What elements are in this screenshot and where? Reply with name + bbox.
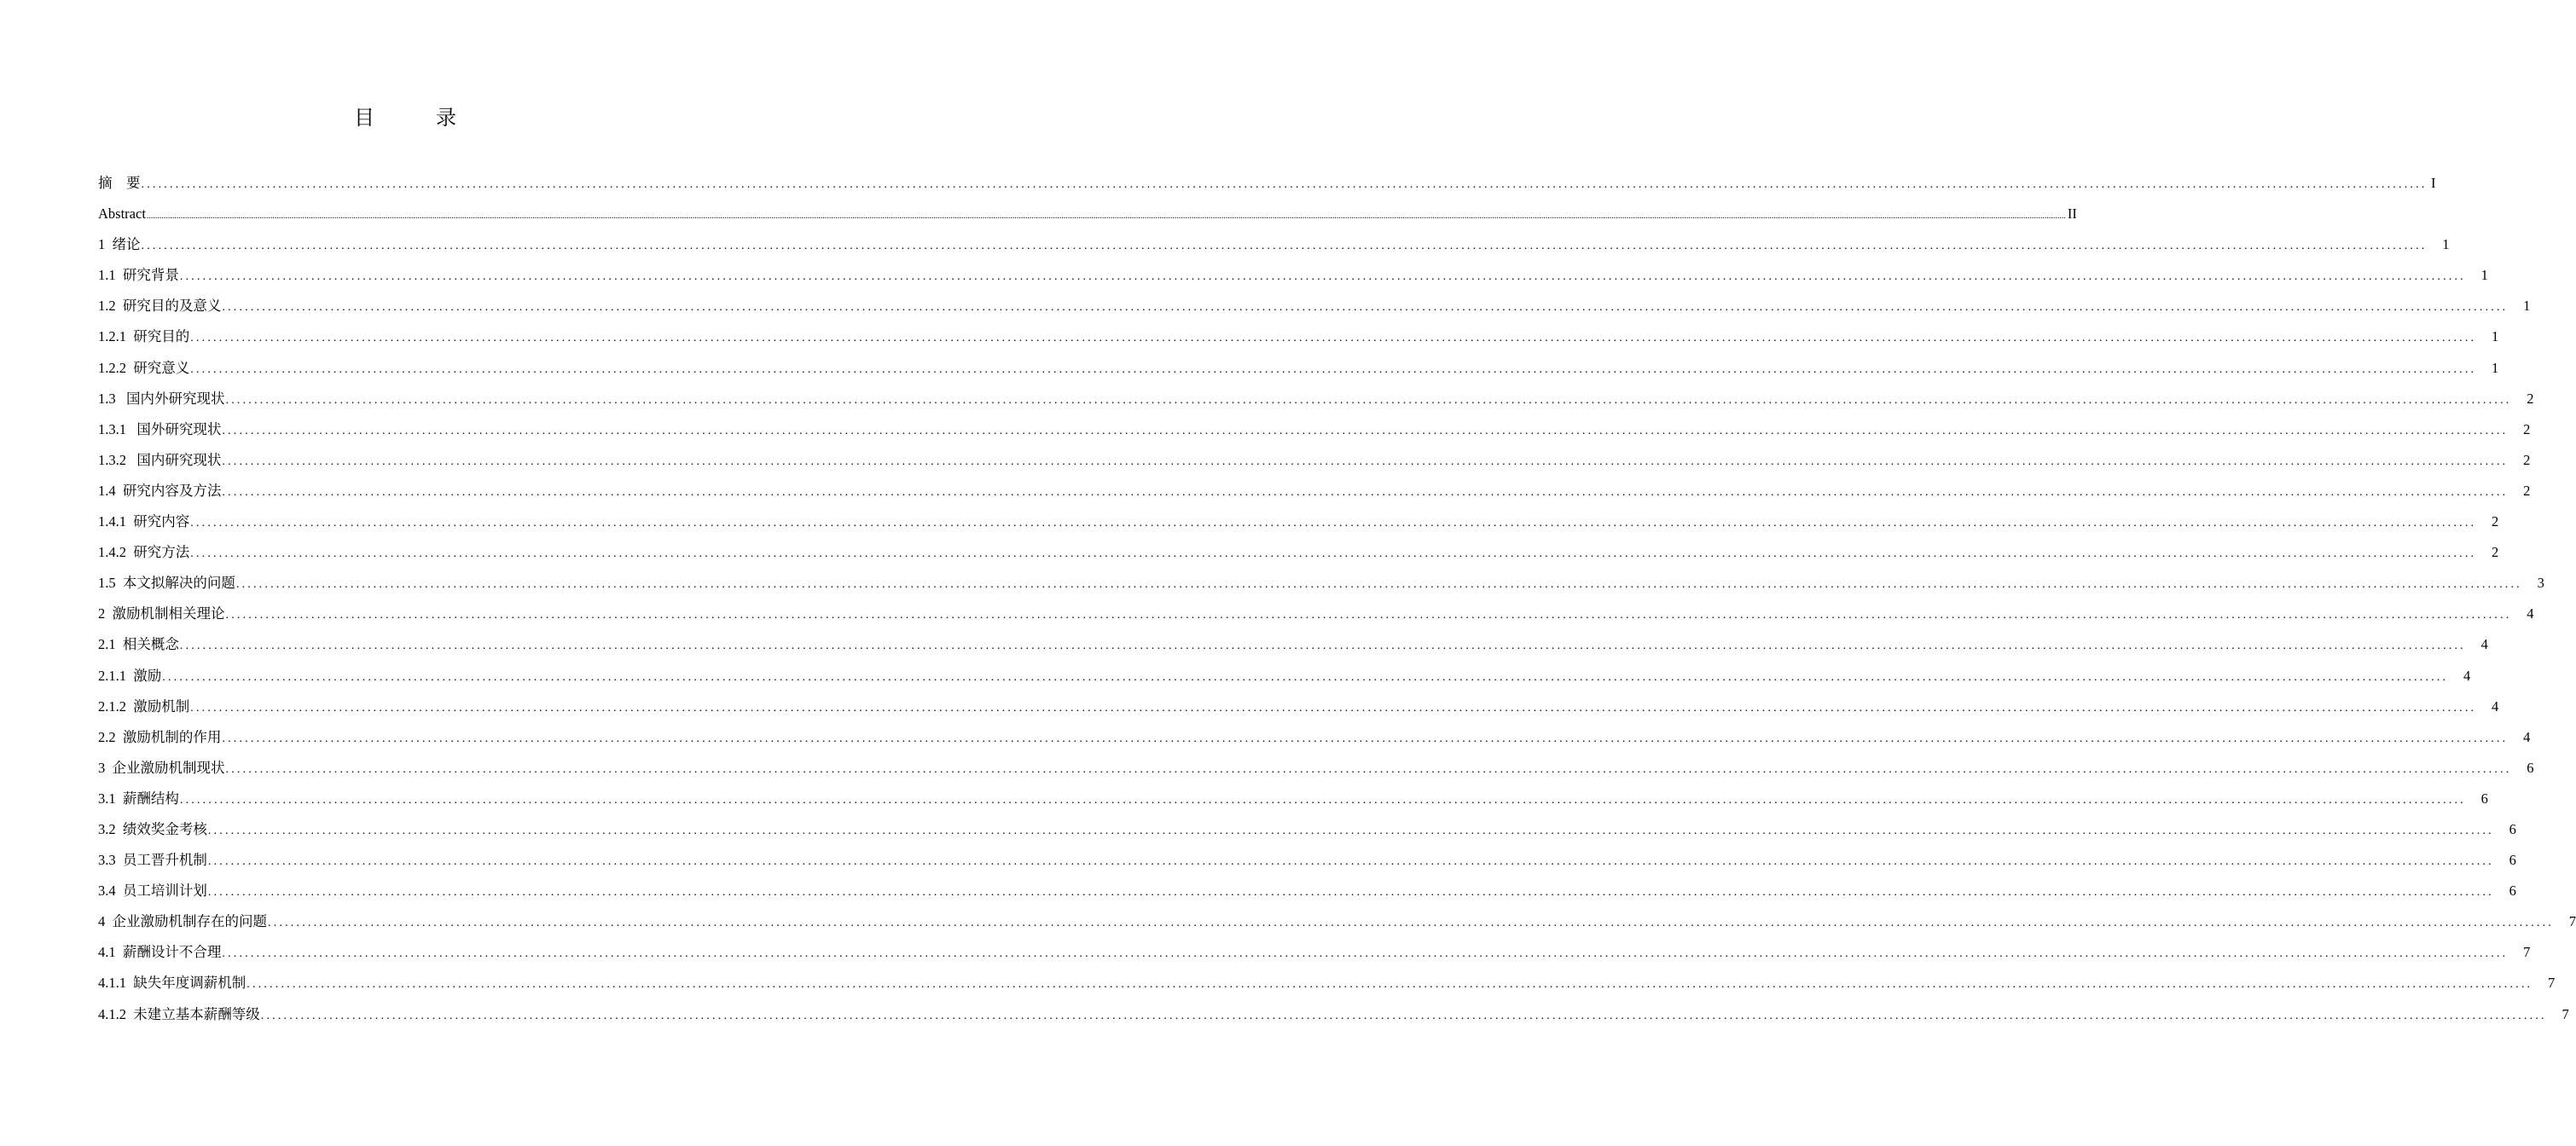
toc-entry-label: 3 企业激励机制现状 — [98, 759, 225, 776]
toc-entry-label: 1.3.2 国内研究现状 — [98, 451, 222, 468]
toc-entry-label: 摘 要 — [98, 175, 141, 191]
toc-entry-label: 1.2 研究目的及意义 — [98, 298, 222, 315]
toc-dot-leader: ................................................................................................................................................................................................................................................................................................................................................................................................................ — [222, 454, 2509, 468]
toc-entry-label: 4.1.1 缺失年度调薪机制 — [98, 975, 247, 992]
toc-entry-label: 1.5 本文拟解决的问题 — [98, 575, 235, 592]
toc-entry-page-number: 6 — [2527, 759, 2534, 776]
toc-entry-page-number: 4 — [2463, 667, 2471, 684]
toc-entry[interactable] — [98, 845, 2516, 876]
toc-dot-leader: ................................................................................................................................................................................................................................................................................................................................................................................................................ — [225, 609, 2512, 622]
toc-dot-leader: ................................................................................................................................................................................................................................................................................................................................................................................................................ — [222, 485, 2509, 499]
toc-entry-page-number: 1 — [2442, 236, 2450, 253]
toc-dot-leader: ................................................................................................................................................................................................................................................................................................................................................................................................................ — [190, 362, 2477, 376]
toc-dot-leader: ................................................................................................................................................................................................................................................................................................................................................................................................................ — [207, 824, 2494, 837]
toc-entry[interactable] — [98, 506, 2499, 537]
toc-entry-page-number: 7 — [2523, 944, 2531, 961]
toc-dot-leader: ................................................................................................................................................................................................................................................................................................................................................................................................................ — [260, 1009, 2547, 1022]
toc-entry-label: 2.1.1 激励 — [98, 667, 162, 684]
toc-entry[interactable] — [98, 168, 2436, 199]
toc-entry-page-number: 7 — [2548, 975, 2556, 992]
toc-entry-page-number: 6 — [2480, 790, 2488, 807]
toc-entry[interactable] — [98, 384, 2534, 414]
toc-entry[interactable] — [98, 876, 2516, 906]
toc-entry-label: 1.2.2 研究意义 — [98, 359, 190, 376]
toc-entry[interactable] — [98, 321, 2499, 352]
toc-entry-label: 2.1.2 激励机制 — [98, 697, 190, 715]
toc-entry[interactable] — [98, 692, 2499, 722]
page-title: 目 录 — [354, 106, 477, 130]
toc-dot-leader: ................................................................................................................................................................................................................................................................................................................................................................................................................ — [179, 793, 2466, 807]
toc-entry[interactable] — [98, 753, 2534, 784]
toc-entry[interactable] — [98, 476, 2531, 506]
toc-entry-label: 1.4.1 研究内容 — [98, 513, 190, 530]
toc-dot-leader: ................................................................................................................................................................................................................................................................................................................................................................................................................ — [235, 578, 2522, 592]
toc-entry-page-number: 6 — [2509, 820, 2516, 837]
toc-entry[interactable] — [98, 291, 2531, 321]
toc-entry[interactable] — [98, 968, 2556, 998]
toc-entry-label: 3.4 员工培训计划 — [98, 883, 207, 900]
toc-entry[interactable] — [98, 814, 2516, 845]
toc-entry-page-number: 4 — [2492, 697, 2499, 715]
toc-entry-page-number: 2 — [2527, 390, 2534, 407]
toc-entry-label: 2.1 相关概念 — [98, 636, 179, 653]
toc-entry[interactable] — [98, 199, 2077, 229]
toc-entry-label: 1.3.1 国外研究现状 — [98, 420, 222, 437]
toc-entry[interactable] — [98, 353, 2499, 384]
toc-entry[interactable] — [98, 445, 2531, 476]
toc-entry-page-number: 2 — [2492, 513, 2499, 530]
toc-dot-leader: ................................................................................................................................................................................................................................................................................................................................................................................................................ — [190, 332, 2477, 345]
toc-entry-page-number: I — [2431, 175, 2436, 191]
toc-dot-leader: ................................................................................................................................................................................................................................................................................................................................................................................................................ — [179, 270, 2466, 284]
toc-dot-leader: ................................................................................................................................................................................................................................................................................................................................................................................................................ — [222, 732, 2509, 745]
toc-entry-label: 1.2.1 研究目的 — [98, 328, 190, 345]
toc-dot-leader: ................................................................................................................................................................................................................................................................................................................................................................................................................ — [222, 947, 2509, 961]
toc-entry-page-number: II — [2067, 205, 2077, 223]
toc-entry-label: 3.1 薪酬结构 — [98, 790, 179, 807]
toc-entry[interactable] — [98, 260, 2488, 291]
toc-entry-page-number: 7 — [2568, 913, 2576, 930]
toc-entry-label: 2.2 激励机制的作用 — [98, 728, 222, 745]
toc-entry-page-number: 1 — [2480, 267, 2488, 284]
toc-entry[interactable] — [98, 537, 2499, 568]
toc-entry-label: 2 激励机制相关理论 — [98, 605, 225, 622]
toc-dot-leader: ................................................................................................................................................................................................................................................................................................................................................................................................................ — [268, 917, 2554, 930]
toc-entry-label: 3.3 员工晋升机制 — [98, 852, 207, 869]
toc-entry-page-number: 6 — [2509, 852, 2516, 869]
toc-entry-page-number: 4 — [2527, 605, 2534, 622]
toc-dot-leader: ................................................................................................................................................................................................................................................................................................................................................................................................................ — [141, 178, 2428, 191]
toc-entry[interactable] — [98, 414, 2531, 445]
toc-entry-page-number: 1 — [2523, 298, 2531, 315]
toc-dot-leader: ................................................................................................................................................................................................................................................................................................................................................................................................................ — [222, 301, 2509, 315]
toc-entry-label: Abstract — [98, 205, 146, 223]
toc-entry[interactable] — [98, 999, 2569, 1030]
toc-dot-leader: ................................................................................................................................................................................................................................................................................................................................................................................................................ — [190, 517, 2477, 530]
toc-entry-label: 4.1 薪酬设计不合理 — [98, 944, 222, 961]
toc-dot-leader: .................................................................................................................................................................................................................................................................................................................................................................................................................................................................................................................................................................................................................................................................................................................................................................................................................................................................................................................................... — [146, 211, 2066, 222]
toc-dot-leader: ................................................................................................................................................................................................................................................................................................................................................................................................................ — [222, 424, 2509, 437]
toc-entry[interactable] — [98, 599, 2534, 629]
toc-dot-leader: ................................................................................................................................................................................................................................................................................................................................................................................................................ — [225, 762, 2512, 776]
toc-entry[interactable] — [98, 229, 2450, 260]
toc-entry[interactable] — [98, 906, 2576, 937]
toc-entry-label: 4 企业激励机制存在的问题 — [98, 913, 267, 930]
toc-entry-page-number: 7 — [2561, 1005, 2569, 1022]
toc-dot-leader: ................................................................................................................................................................................................................................................................................................................................................................................................................ — [247, 978, 2533, 992]
toc-dot-leader: ................................................................................................................................................................................................................................................................................................................................................................................................................ — [207, 886, 2494, 900]
toc-entry-page-number: 3 — [2537, 575, 2544, 592]
toc-entry-page-number: 6 — [2509, 883, 2516, 900]
toc-list — [98, 168, 2576, 1030]
toc-dot-leader: ................................................................................................................................................................................................................................................................................................................................................................................................................ — [162, 670, 2449, 684]
toc-entry-page-number: 4 — [2480, 636, 2488, 653]
toc-entry-label: 3.2 绩效奖金考核 — [98, 820, 207, 837]
toc-entry-label: 1.1 研究背景 — [98, 267, 179, 284]
toc-entry[interactable] — [98, 937, 2531, 968]
toc-entry[interactable] — [98, 722, 2531, 753]
toc-entry-page-number: 4 — [2523, 728, 2531, 745]
toc-entry-page-number: 2 — [2523, 482, 2531, 499]
toc-entry-page-number: 2 — [2523, 420, 2531, 437]
toc-entry-label: 1.4 研究内容及方法 — [98, 482, 222, 499]
toc-dot-leader: ................................................................................................................................................................................................................................................................................................................................................................................................................ — [141, 240, 2428, 253]
toc-entry-label: 4.1.2 未建立基本薪酬等级 — [98, 1005, 260, 1022]
toc-dot-leader: ................................................................................................................................................................................................................................................................................................................................................................................................................ — [179, 640, 2466, 653]
toc-entry-label: 1.3 国内外研究现状 — [98, 390, 225, 407]
toc-entry[interactable] — [98, 661, 2471, 692]
toc-entry-page-number: 2 — [2523, 451, 2531, 468]
toc-dot-leader: ................................................................................................................................................................................................................................................................................................................................................................................................................ — [190, 701, 2477, 715]
toc-entry[interactable] — [98, 568, 2544, 599]
toc-entry-page-number: 1 — [2492, 328, 2499, 345]
toc-entry-page-number: 2 — [2492, 544, 2499, 561]
toc-entry[interactable] — [98, 784, 2488, 814]
toc-entry-page-number: 1 — [2492, 359, 2499, 376]
toc-dot-leader: ................................................................................................................................................................................................................................................................................................................................................................................................................ — [190, 547, 2477, 561]
toc-entry-label: 1 绪论 — [98, 236, 141, 253]
toc-entry[interactable] — [98, 629, 2488, 660]
toc-dot-leader: ................................................................................................................................................................................................................................................................................................................................................................................................................ — [225, 393, 2512, 407]
toc-dot-leader: ................................................................................................................................................................................................................................................................................................................................................................................................................ — [207, 855, 2494, 869]
toc-entry-label: 1.4.2 研究方法 — [98, 544, 190, 561]
